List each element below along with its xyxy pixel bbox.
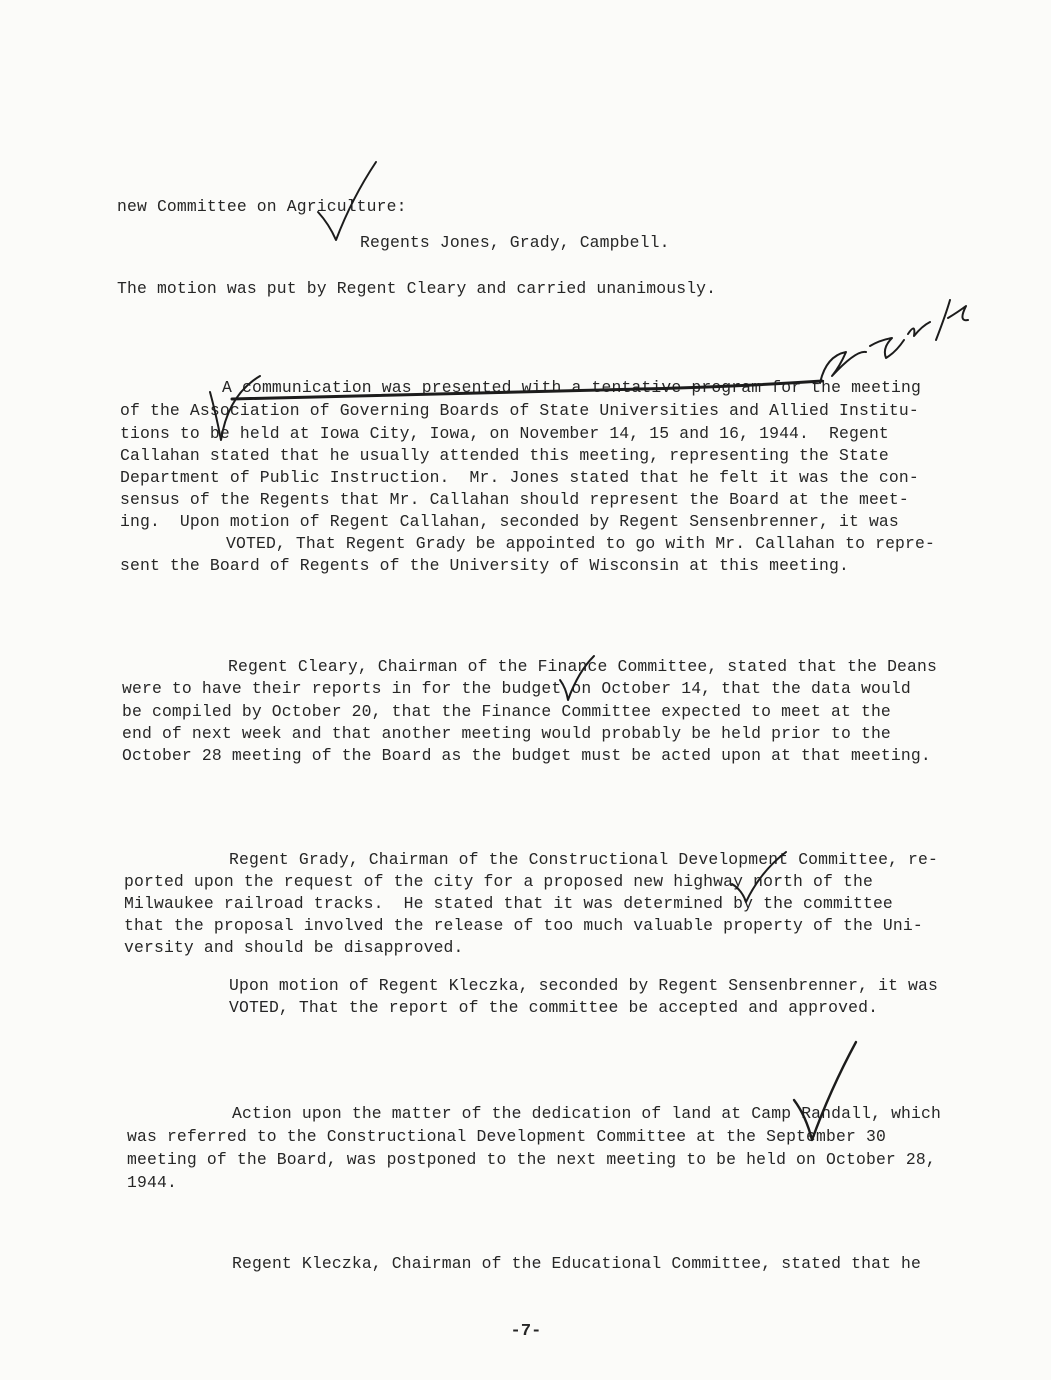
camp-line-3: meeting of the Board, was postponed to the next meeting to be held on October 28, xyxy=(127,1150,936,1169)
camp-line-4: 1944. xyxy=(127,1173,177,1192)
assoc-line-1: A communication was presented with a tentative program for the meeting xyxy=(222,378,922,397)
assoc-line-7: ing. Upon motion of Regent Callahan, seconded by Regent Sensenbrenner, it was xyxy=(120,512,899,531)
educational-line: Regent Kleczka, Chairman of the Educational Committee, stated that he xyxy=(232,1254,922,1273)
on-file-annotation xyxy=(820,300,968,383)
finance-line-5: October 28 meeting of the Board as the budget must be acted upon at that meeting. xyxy=(122,746,931,765)
committee-members: Regents Jones, Grady, Campbell. xyxy=(360,233,670,252)
motion-line: The motion was put by Regent Cleary and carried unanimously. xyxy=(117,279,717,298)
checkmark-camp-randall xyxy=(794,1042,856,1140)
constr-line-4: that the proposal involved the release of too much valuable property of the Uni- xyxy=(124,916,923,935)
intro-line: new Committee on Agriculture: xyxy=(117,197,407,216)
assoc-line-6: sensus of the Regents that Mr. Callahan should represent the Board at the meet- xyxy=(120,490,909,509)
camp-line-1: Action upon the matter of the dedication of land at Camp Randall, which xyxy=(232,1104,942,1123)
page-number: -7- xyxy=(510,1322,542,1341)
assoc-line-2: of the Association of Governing Boards of State Universities and Allied Institu- xyxy=(120,401,919,420)
finance-line-3: be compiled by October 20, that the Finance Committee expected to meet at the xyxy=(122,702,891,721)
constr-line-3: Milwaukee railroad tracks. He stated that it was determined by the committee xyxy=(124,894,893,913)
finance-line-1: Regent Cleary, Chairman of the Finance Committee, stated that the Deans xyxy=(228,657,938,676)
constr-motion: Upon motion of Regent Kleczka, seconded by Regent Sensenbrenner, it was xyxy=(229,976,939,995)
camp-line-2: was referred to the Constructional Development Committee at the September 30 xyxy=(127,1127,886,1146)
assoc-line-5: Department of Public Instruction. Mr. Jones stated that he felt it was the con- xyxy=(120,468,919,487)
assoc-line-3: tions to be held at Iowa City, Iowa, on November 14, 15 and 16, 1944. Regent xyxy=(120,424,889,443)
assoc-voted-2: sent the Board of Regents of the University of Wisconsin at this meeting. xyxy=(120,556,849,575)
constr-line-2: ported upon the request of the city for a proposed new highway north of the xyxy=(124,872,873,891)
assoc-voted-1: VOTED, That Regent Grady be appointed to go with Mr. Callahan to repre- xyxy=(226,534,936,553)
constr-line-5: versity and should be disapproved. xyxy=(124,938,464,957)
constr-line-1: Regent Grady, Chairman of the Constructional Development Committee, re- xyxy=(229,850,939,869)
assoc-line-4: Callahan stated that he usually attended this meeting, representing the State xyxy=(120,446,889,465)
constr-voted: VOTED, That the report of the committee be accepted and approved. xyxy=(229,998,879,1017)
finance-line-2: were to have their reports in for the budget on October 14, that the data would xyxy=(122,679,911,698)
finance-line-4: end of next week and that another meeting would probably be held prior to the xyxy=(122,724,891,743)
